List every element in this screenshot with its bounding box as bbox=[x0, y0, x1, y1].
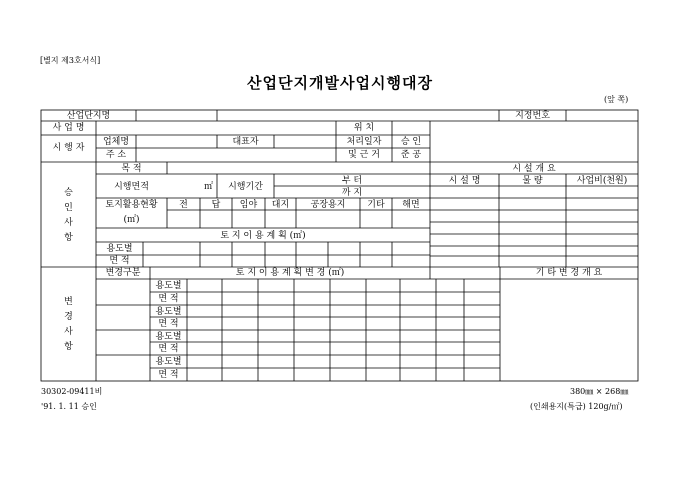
paper-spec: (인쇄용지(특급) 120g/㎡) bbox=[530, 402, 623, 411]
change-section-char-3: 사 bbox=[64, 327, 73, 337]
processing-date-label: 처리일자 bbox=[346, 137, 382, 147]
change-area-label-1: 면 적 bbox=[158, 294, 179, 304]
plan-area-label: 면 적 bbox=[109, 256, 130, 266]
facility-cost-header: 사업비(천원) bbox=[576, 176, 628, 186]
change-area-label-2: 면 적 bbox=[158, 319, 179, 329]
address-label: 주 소 bbox=[105, 150, 127, 160]
change-area-label-3: 면 적 bbox=[158, 344, 179, 354]
page-title: 산업단지개발사업시행대장 bbox=[247, 74, 433, 92]
location-label: 위 치 bbox=[353, 123, 375, 133]
plan-use-label: 용도별 bbox=[106, 244, 133, 254]
change-use-label-4: 용도별 bbox=[155, 357, 182, 367]
approval-section-char-3: 사 bbox=[64, 218, 73, 228]
area-label: 시행면적 bbox=[114, 182, 149, 192]
change-use-label-2: 용도별 bbox=[155, 307, 182, 317]
change-use-label-1: 용도별 bbox=[155, 281, 182, 291]
change-section-char-4: 항 bbox=[64, 342, 73, 352]
approval-label: 승 인 bbox=[400, 137, 422, 147]
approval-date: '91. 1. 11 승인 bbox=[41, 402, 97, 411]
project-name-label: 사 업 명 bbox=[52, 123, 85, 133]
approval-section-char-1: 승 bbox=[64, 188, 73, 198]
completion-label: 준 공 bbox=[400, 150, 422, 160]
land-status-unit: (㎡) bbox=[123, 215, 140, 225]
land-col-forest: 임야 bbox=[239, 200, 258, 210]
representative-label: 대표자 bbox=[232, 137, 259, 147]
change-area-label-4: 면 적 bbox=[158, 370, 179, 380]
land-col-field: 전 bbox=[179, 200, 188, 210]
complex-name-label: 산업단지명 bbox=[66, 111, 111, 121]
legal-basis-label: 및 근 거 bbox=[348, 150, 380, 160]
page-side: (앞 쪽) bbox=[604, 95, 629, 104]
facility-overview-label: 시 설 개 요 bbox=[512, 164, 556, 174]
facility-name-header: 시 설 명 bbox=[448, 176, 481, 186]
plan-change-label: 토 지 이 용 계 획 변 경 (㎡) bbox=[235, 268, 345, 278]
land-col-factory: 공장용지 bbox=[310, 200, 346, 210]
land-plan-label: 토 지 이 용 계 획 (㎡) bbox=[220, 231, 306, 241]
change-section-char-2: 경 bbox=[64, 312, 73, 322]
company-label: 업체명 bbox=[102, 137, 130, 147]
land-col-other: 기타 bbox=[367, 200, 385, 210]
change-use-label-3: 용도별 bbox=[155, 332, 182, 342]
change-type-label: 변경구분 bbox=[105, 268, 141, 278]
period-from-label: 부 터 bbox=[341, 176, 363, 186]
designation-no-label: 지정번호 bbox=[515, 111, 550, 121]
other-change-label: 기 타 변 경 개 요 bbox=[535, 268, 603, 278]
form-code: 30302-09411비 bbox=[41, 387, 103, 396]
approval-section-char-4: 항 bbox=[64, 233, 73, 243]
land-col-paddy: 답 bbox=[211, 200, 221, 210]
facility-quantity-header: 물 량 bbox=[522, 176, 543, 186]
form-number: [별지 제3호서식] bbox=[40, 56, 101, 65]
land-status-label: 토지활용현황 bbox=[105, 200, 158, 210]
period-label: 시행기간 bbox=[228, 182, 263, 192]
change-section-char-1: 변 bbox=[64, 297, 73, 307]
paper-size: 380㎜ × 268㎜ bbox=[570, 387, 629, 396]
land-col-site: 대지 bbox=[271, 200, 290, 210]
area-unit: ㎡ bbox=[203, 182, 213, 192]
purpose-label: 목 적 bbox=[121, 164, 142, 174]
implementer-label: 시 행 자 bbox=[52, 143, 85, 153]
approval-section-char-2: 인 bbox=[64, 203, 73, 213]
land-col-sea: 해면 bbox=[402, 200, 420, 210]
period-to-label: 까 지 bbox=[341, 188, 363, 198]
